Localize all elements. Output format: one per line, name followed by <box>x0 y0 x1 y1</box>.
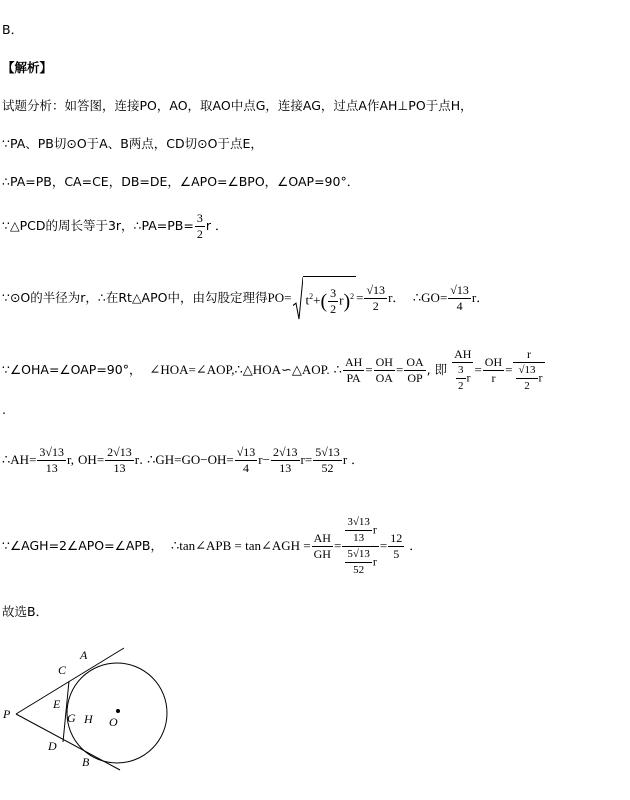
center-dot <box>116 709 120 713</box>
frac-num: 3√13 <box>345 515 372 531</box>
frac-num: AH <box>313 531 331 545</box>
label-p: P <box>3 707 11 721</box>
label-h: H <box>84 712 93 726</box>
eq-sign: = <box>474 362 482 377</box>
ah-gh-fraction <box>312 531 333 562</box>
label-d: D <box>48 739 57 753</box>
gh2-fraction <box>271 445 300 476</box>
frac-num: 3 <box>456 363 466 379</box>
go-label: ∴GO <box>412 290 440 306</box>
r-var: r <box>372 522 377 537</box>
tan-line <box>2 508 422 584</box>
fraction-3-2 <box>195 211 205 242</box>
frac-den: 52 <box>321 461 334 475</box>
frac-num: AH <box>344 355 363 369</box>
frac-den: 2 <box>372 299 379 314</box>
period: ． <box>392 290 405 306</box>
analysis-line: 试题分析：如答图，连接PO，AO，取AO中点G，连接AG，过点A作AH⊥PO于点H， <box>2 98 473 113</box>
perimeter-tail: r ． <box>205 218 228 233</box>
label-c: C <box>58 663 67 677</box>
ah-fraction <box>37 445 66 476</box>
frac-den: GH <box>313 547 331 561</box>
po-label: PO <box>267 290 285 306</box>
frac-num: 12 <box>390 531 403 545</box>
r-var: r <box>372 554 377 569</box>
namely-text: , 即 <box>426 362 448 377</box>
minus-sign: r− <box>258 452 270 467</box>
eq-sign: = <box>505 362 513 377</box>
frac-den: OP <box>407 371 423 385</box>
r-var: r <box>134 452 140 467</box>
frac-den: 2 <box>458 380 464 392</box>
inner-fraction <box>328 286 338 317</box>
paren-exp: 2 <box>350 292 355 301</box>
frac-num: 3 <box>196 211 203 225</box>
label-o: O <box>109 715 118 729</box>
frac-num: 3 <box>330 285 337 300</box>
radius-text: ∵⊙O的半径为r，∴在Rt△APO中，由勾股定理得 <box>2 290 268 306</box>
eq-sign: = <box>379 538 388 553</box>
radical-sign-icon <box>293 276 303 321</box>
perimeter-line <box>2 210 227 242</box>
similar-text3: ∴△HOA∽△AOP. <box>234 362 330 377</box>
result-line: ∴PA=PB，CA=CE，DB=DE，∠APO=∠BPO，∠OAP=90°． <box>2 174 360 189</box>
frac-den: 5 <box>393 547 400 561</box>
r-var: r <box>388 290 393 306</box>
fraction-oh-r <box>483 355 504 386</box>
perimeter-text: ∵△PCD的周长等于3r，∴PA=PB= <box>2 218 194 233</box>
frac-den: 4 <box>242 461 249 475</box>
label-b: B <box>82 755 90 769</box>
frac-num: 2√13 <box>272 445 298 459</box>
frac-num: 2√13 <box>107 445 132 459</box>
r-var: r <box>466 370 471 385</box>
frac-num: OA <box>406 355 424 369</box>
tan-text1: ∵∠AGH=2∠APO=∠APB， <box>2 538 163 553</box>
period: . <box>139 452 144 467</box>
compound-fraction <box>342 515 379 578</box>
oh-fraction <box>105 445 134 476</box>
fraction-oa-op <box>404 355 425 386</box>
section-title: 【解析】 <box>2 60 53 75</box>
frac-den: 13 <box>279 461 292 475</box>
plus-sign: + <box>313 292 321 308</box>
gh3-fraction <box>313 445 342 476</box>
eq-sign: = <box>29 452 37 467</box>
geometry-figure <box>0 638 240 798</box>
frac-num: √13 <box>236 445 256 459</box>
label-a: A <box>80 648 88 662</box>
fraction-ah-3-2r <box>452 347 473 394</box>
frac-num: √13 <box>366 283 386 298</box>
given-line: ∵PA、PB切⊙O于A、B两点，CD切⊙O于点E， <box>2 136 263 151</box>
frac-num: 3√13 <box>39 445 64 459</box>
similar-line <box>2 340 546 400</box>
tangent-pa <box>16 648 124 714</box>
eq-sign: = <box>96 452 105 467</box>
similar-end: . <box>2 402 6 417</box>
frac-den: 2 <box>196 227 203 241</box>
label-e: E <box>53 697 61 711</box>
fraction-ah-pa <box>343 355 364 386</box>
eq-sign: = <box>365 362 373 377</box>
frac-num: AH <box>454 347 472 361</box>
fraction-r-sqrt13 <box>513 347 544 394</box>
t-exp: 2 <box>309 292 314 301</box>
frac-num: OH <box>484 355 503 369</box>
period: ． <box>409 538 422 553</box>
oh-label: OH <box>78 452 97 467</box>
answer-letter: B． <box>2 22 24 37</box>
ah-oh-line <box>2 440 364 480</box>
period: ． <box>351 452 364 467</box>
r-var: r <box>342 452 348 467</box>
frac-den: 13 <box>113 461 126 475</box>
frac-num: √13 <box>450 283 469 298</box>
eq-sign: = <box>356 290 364 306</box>
eq-sign: = <box>284 290 292 306</box>
frac-den: r <box>491 371 496 385</box>
eq-sign: = <box>439 290 448 306</box>
circle-o <box>67 663 167 763</box>
frac-den: 52 <box>353 564 365 576</box>
frac-den: 13 <box>45 461 58 475</box>
frac-den: 13 <box>353 532 365 544</box>
eq-sign: = <box>333 538 342 553</box>
gh-label: ∴GH=GO−OH= <box>147 452 234 467</box>
ah-label: ∴AH <box>2 452 30 467</box>
frac-den: OA <box>375 371 393 385</box>
fraction-oh-oa <box>374 355 395 386</box>
similar-text1: ∵∠OHA=∠OAP=90°， <box>2 362 142 377</box>
frac-num: √13 <box>516 363 537 379</box>
gh1-fraction <box>235 445 258 476</box>
frac-num: 5√13 <box>315 445 340 459</box>
frac-num: OH <box>375 355 393 369</box>
go-fraction <box>448 283 471 314</box>
frac-num: r <box>513 347 544 363</box>
period: ． <box>476 290 489 306</box>
r-var: r <box>538 370 543 385</box>
r-eq: r= <box>300 452 313 467</box>
po-result-fraction <box>364 283 387 314</box>
frac-num: 5√13 <box>345 547 372 563</box>
frac-den: 2 <box>524 380 530 392</box>
frac-den: PA <box>346 371 361 385</box>
conclusion-line: 故选B． <box>2 604 49 619</box>
eq-sign: = <box>395 362 404 377</box>
therefore-sign: ∴ <box>333 362 342 377</box>
frac-den: 4 <box>456 299 463 314</box>
sqrt-expression: $t^2+$( $\frac{3}{2}$ r)$^2$ <box>293 276 356 321</box>
r-var: r <box>339 292 344 308</box>
t-var: t <box>305 292 310 308</box>
r-var: r, <box>67 452 75 467</box>
label-g: G <box>67 711 76 725</box>
result-fraction <box>388 531 404 562</box>
similar-text2: ∠HOA=∠AOP, <box>149 362 235 377</box>
frac-den: 2 <box>330 301 337 316</box>
r-var: r <box>471 290 477 306</box>
tan-text2: ∴tan∠APB = tan∠AGH = <box>170 538 311 553</box>
radius-line <box>2 276 489 321</box>
